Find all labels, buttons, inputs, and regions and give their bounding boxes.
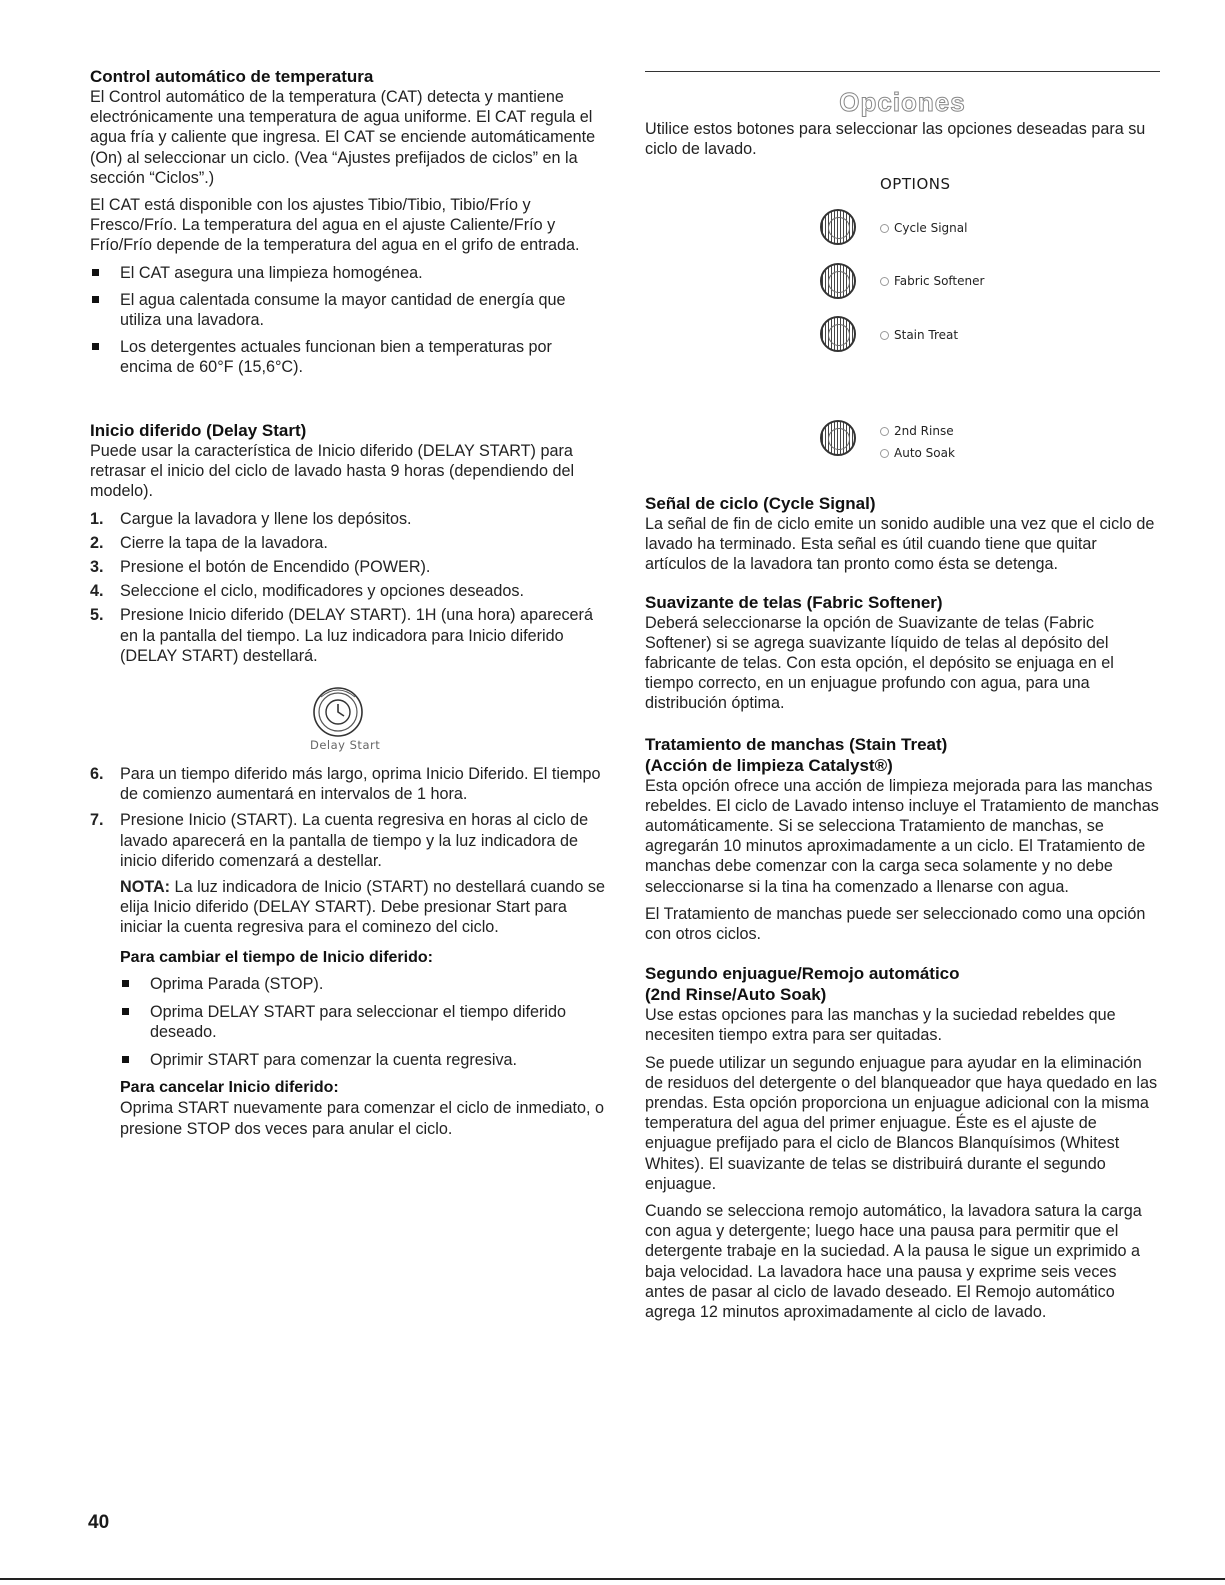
options-descriptions bbox=[645, 493, 1160, 1322]
rinse-soak-subheading: (2nd Rinse/Auto Soak) bbox=[645, 985, 827, 1005]
cancel-delay-block bbox=[120, 1078, 605, 1138]
stain-treat-paragraph-2: El Tratamiento de manchas puede ser seleccionado como una opción con otros ciclos. bbox=[645, 904, 1146, 944]
note-text: La luz indicadora de Inicio (START) no destellará cuando se elija Inicio diferido (DELAY START). Debe presionar Start para iniciar la cuenta regresiva para el cominezo del ciclo. bbox=[120, 878, 605, 937]
step-number: 3. bbox=[90, 558, 104, 577]
cat-paragraph-2: El CAT está disponible con los ajustes Tibio/Tibio, Tibio/Frío y Fresco/Frío. La temperatura del agua en el ajuste Caliente/Frío y Frío/Frío depende de la temperatura del agua en el grifo de entrada. bbox=[90, 196, 580, 255]
cycle-signal-knob[interactable] bbox=[820, 209, 856, 245]
fabric-softener-heading: Suavizante de telas (Fabric Softener) bbox=[645, 592, 943, 612]
options-panel-title: OPTIONS bbox=[880, 175, 951, 193]
options-intro-block bbox=[645, 119, 1160, 159]
list-item bbox=[90, 533, 605, 553]
list-item bbox=[90, 605, 605, 666]
auto-soak-option[interactable] bbox=[880, 446, 955, 460]
change-delay-list bbox=[120, 974, 605, 1071]
list-item: Oprimir START para comenzar la cuenta regresiva. bbox=[120, 1050, 605, 1070]
delay-steps-continued bbox=[90, 764, 605, 968]
option-label: 2nd Rinse bbox=[894, 424, 954, 438]
step-number: 7. bbox=[90, 811, 104, 830]
rinse-soak-paragraph-1: Use estas opciones para las manchas y la suciedad rebeldes que necesiten tiempo extra para ser quitadas. bbox=[645, 1006, 1116, 1045]
stain-treat-knob[interactable] bbox=[820, 316, 856, 352]
cycle-signal-option[interactable] bbox=[880, 221, 967, 235]
list-item bbox=[90, 810, 605, 967]
indicator-light-icon bbox=[880, 331, 889, 340]
stain-treat-paragraph-1: Esta opción ofrece una acción de limpieza mejorada para las manchas rebeldes. El ciclo de Lavado intenso incluye el Tratamiento de manchas automáticamente. Si se selecciona Tratamiento de manchas, se agregarán 10 minutos aproximadamente a un ciclo. El Tratamiento de manchas debe comenzar con la carga seca solamente y no debe seleccionarse si la tina ha comenzado a llenarse con agua. bbox=[645, 776, 1159, 896]
options-intro: Utilice estos botones para seleccionar las opciones deseadas para su ciclo de lavado. bbox=[645, 120, 1146, 159]
cat-heading: Control automático de temperatura bbox=[90, 67, 374, 86]
step-text: Cargue la lavadora y llene los depósitos. bbox=[120, 509, 412, 528]
delay-intro: Puede usar la característica de Inicio diferido (DELAY START) para retrasar el inicio del ciclo de lavado hasta 9 horas (dependiendo del modelo). bbox=[90, 442, 575, 501]
option-label: Cycle Signal bbox=[894, 221, 968, 235]
option-label: Fabric Softener bbox=[894, 274, 985, 288]
list-item: El CAT asegura una limpieza homogénea. bbox=[90, 263, 605, 283]
delay-start-clock-icon bbox=[309, 685, 367, 737]
note-label: NOTA: bbox=[120, 878, 171, 897]
delay-section-continued bbox=[90, 764, 605, 1139]
stain-treat-subheading: (Acción de limpieza Catalyst®) bbox=[645, 755, 893, 775]
option-label: Stain Treat bbox=[894, 328, 959, 342]
step-number: 1. bbox=[90, 509, 104, 528]
cat-paragraph-1: El Control automático de la temperatura (CAT) detecta y mantiene electrónicamente una temperatura de agua uniforme. El CAT regula el agua fría y caliente que ingresa. El CAT se enciende automáticamente (On) al seleccionar un ciclo. (Vea “Ajustes prefijados de ciclos” en la sección “Ciclos”.) bbox=[90, 88, 596, 187]
fabric-softener-knob[interactable] bbox=[820, 263, 856, 299]
delay-heading: Inicio diferido (Delay Start) bbox=[90, 421, 307, 440]
step-number: 6. bbox=[90, 765, 104, 783]
list-item: Oprima Parada (STOP). bbox=[120, 974, 605, 994]
list-item bbox=[90, 764, 605, 804]
list-item bbox=[90, 509, 605, 529]
step-text: Presione Inicio diferido (DELAY START). 1H (una hora) aparecerá en la pantalla del tiempo. La luz indicadora para Inicio diferido (DELAY START) destellará. bbox=[120, 606, 593, 665]
step-text: Presione Inicio (START). La cuenta regresiva en horas al ciclo de lavado aparecerá en la pantalla de tiempo y la luz indicadora de inicio diferido comenzará a destellar. bbox=[120, 811, 589, 870]
indicator-light-icon bbox=[880, 427, 889, 436]
delay-section bbox=[90, 420, 605, 666]
cat-section bbox=[90, 66, 605, 378]
step-text: Para un tiempo diferido más largo, oprima Inicio Diferido. El tiempo de comienzo aumentará en intervalos de 1 hora. bbox=[120, 765, 601, 804]
note-paragraph bbox=[120, 877, 605, 938]
section-divider bbox=[645, 71, 1160, 72]
cycle-signal-heading: Señal de ciclo (Cycle Signal) bbox=[645, 494, 876, 513]
fabric-softener-text: Deberá seleccionarse la opción de Suavizante de telas (Fabric Softener) si se agrega suavizante líquido de telas al depósito del fabricante de telas. Con esta opción, el depósito se enjuaga en el tiempo correcto, en un enjuague profundo con agua, para una distribución óptima. bbox=[645, 613, 1114, 713]
rinse-soak-knob[interactable] bbox=[820, 420, 856, 456]
step-text: Presione el botón de Encendido (POWER). bbox=[120, 558, 431, 577]
option-label: Auto Soak bbox=[894, 446, 955, 460]
rinse-soak-paragraph-3: Cuando se selecciona remojo automático, la lavadora satura la carga con agua y detergente; luego hace una pausa para permitir que el detergente trabaje en la suciedad. A la pausa le sigue un exprimido a baja velocidad. La lavadora hace una pausa y exprime seis veces antes de pasar al ciclo de lavado deseado. El Remojo automático agrega 12 minutos aproximadamente al ciclo de lavado. bbox=[645, 1202, 1142, 1322]
rinse-soak-heading: Segundo enjuague/Remojo automático bbox=[645, 964, 960, 984]
stain-treat-option[interactable] bbox=[880, 328, 958, 342]
list-item: Oprima DELAY START para seleccionar el tiempo diferido deseado. bbox=[120, 1002, 605, 1042]
cat-bullet-list bbox=[90, 263, 605, 378]
delay-start-label: Delay Start bbox=[310, 738, 381, 752]
fabric-softener-option[interactable] bbox=[880, 274, 984, 288]
options-section-title: Opciones bbox=[839, 87, 966, 117]
list-item bbox=[90, 557, 605, 577]
page-number: 40 bbox=[88, 1512, 110, 1533]
cycle-signal-text: La señal de fin de ciclo emite un sonido audible una vez que el ciclo de lavado ha terminado. Esta señal es útil cuando tiene que quitar artículos de la lavadora tan pronto como ésta se detenga. bbox=[645, 515, 1155, 574]
list-item bbox=[90, 581, 605, 601]
indicator-light-icon bbox=[880, 224, 889, 233]
indicator-light-icon bbox=[880, 277, 889, 286]
stain-treat-heading: Tratamiento de manchas (Stain Treat) bbox=[645, 734, 948, 754]
change-delay-heading: Para cambiar el tiempo de Inicio diferido: bbox=[120, 948, 433, 966]
step-text: Seleccione el ciclo, modificadores y opciones deseados. bbox=[120, 582, 525, 601]
list-item: El agua calentada consume la mayor cantidad de energía que utiliza una lavadora. bbox=[90, 290, 605, 330]
delay-steps bbox=[90, 509, 605, 666]
cancel-delay-heading: Para cancelar Inicio diferido: bbox=[120, 1079, 339, 1097]
rinse-soak-paragraph-2: Se puede utilizar un segundo enjuague para ayudar en la eliminación de residuos del detergente o del blanqueador que haya quedado en las prendas. Esta opción proporciona un enjuague adicional con la misma temperatura del agua del primer enjuague. Éste es el ajuste de enjuague prefijado para el ciclo de Blancos Blanquísimos (Whitest Whites). El suavizante de telas se distribuirá durante el segundo enjuague. bbox=[645, 1053, 1158, 1193]
step-number: 2. bbox=[90, 533, 104, 552]
indicator-light-icon bbox=[880, 449, 889, 458]
cancel-delay-text: Oprima START nuevamente para comenzar el ciclo de inmediato, o presione STOP dos veces para anular el ciclo. bbox=[120, 1099, 605, 1138]
step-number: 5. bbox=[90, 606, 104, 625]
step-text: Cierre la tapa de la lavadora. bbox=[120, 533, 328, 552]
list-item: Los detergentes actuales funcionan bien a temperaturas por encima de 60°F (15,6°C). bbox=[90, 337, 605, 377]
second-rinse-option[interactable] bbox=[880, 424, 954, 438]
bottom-border bbox=[0, 1578, 1225, 1580]
step-number: 4. bbox=[90, 582, 104, 601]
